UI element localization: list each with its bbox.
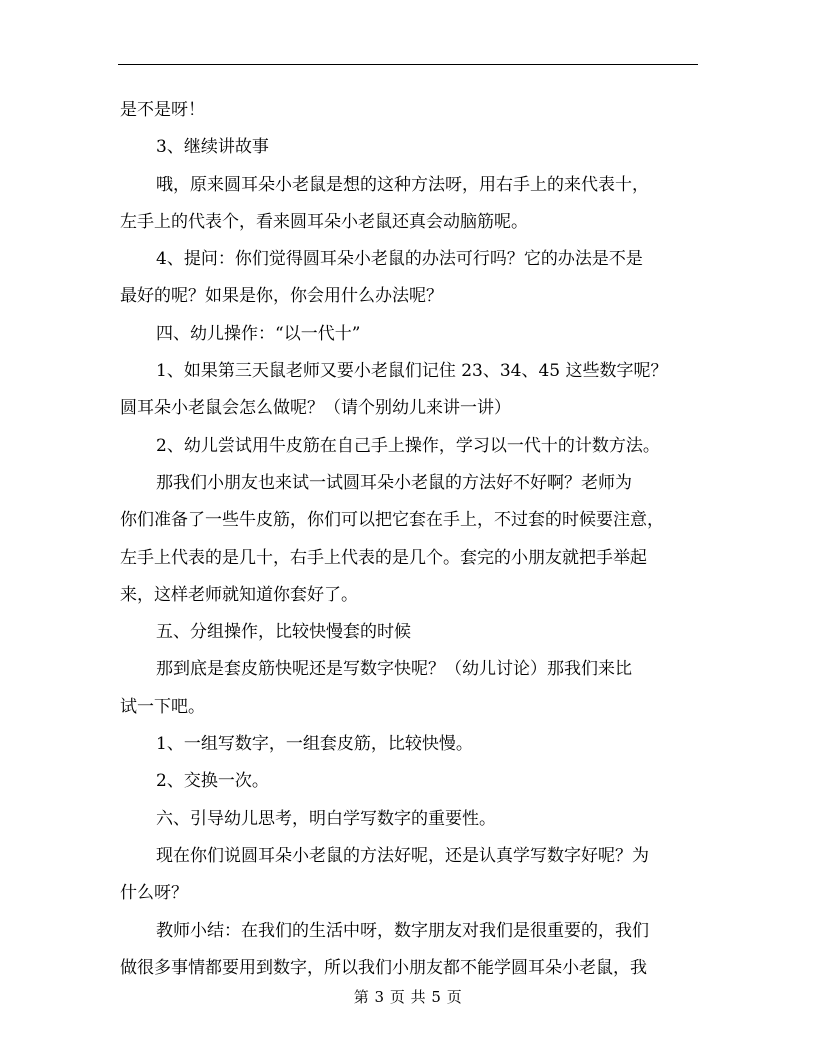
text-line: 最好的呢？如果是你，你会用什么办法呢？ <box>120 286 443 307</box>
text-line: 教师小结：在我们的生活中呀，数字朋友对我们是很重要的，我们 <box>156 920 649 941</box>
document-body <box>120 92 698 987</box>
text-line: 那我们小朋友也来试一试圆耳朵小老鼠的方法好不好啊？老师为 <box>156 472 632 493</box>
text-line: 你们准备了一些牛皮筋，你们可以把它套在手上，不过套的时候要注意， <box>120 510 664 531</box>
text-line: 哦，原来圆耳朵小老鼠是想的这种方法呀，用右手上的来代表十， <box>156 174 649 195</box>
text-line: 圆耳朵小老鼠会怎么做呢？（请个别幼儿来讲一讲） <box>120 398 511 419</box>
section-heading: 六、引导幼儿思考，明白学写数字的重要性。 <box>156 808 496 829</box>
text-line: 做很多事情都要用到数字，所以我们小朋友都不能学圆耳朵小老鼠，我 <box>120 957 647 978</box>
section-heading: 四、幼儿操作：“以一代十” <box>156 323 361 344</box>
section-heading: 五、分组操作，比较快慢套的时候 <box>156 622 411 643</box>
text-line: 试一下吧。 <box>120 696 205 717</box>
section-heading: 3、继续讲故事 <box>156 137 269 158</box>
text-line: 左手上的代表个，看来圆耳朵小老鼠还真会动脑筋呢。 <box>120 211 528 232</box>
text-line: 2、幼儿尝试用牛皮筋在自己手上操作，学习以一代十的计数方法。 <box>156 435 660 456</box>
page-number-footer: 第 3 页 共 5 页 <box>353 988 463 1006</box>
text-line: 什么呀？ <box>120 883 188 904</box>
text-line: 现在你们说圆耳朵小老鼠的方法好呢，还是认真学写数字好呢？为 <box>156 845 649 866</box>
text-line: 4、提问：你们觉得圆耳朵小老鼠的办法可行吗？它的办法是不是 <box>156 249 643 270</box>
text-line: 1、如果第三天鼠老师又要小老鼠们记住 23、34、45 这些数字呢？ <box>156 361 668 382</box>
header-rule <box>118 64 698 65</box>
text-line: 2、交换一次。 <box>156 771 269 792</box>
text-line: 是不是呀！ <box>120 100 205 120</box>
text-line: 左手上代表的是几十，右手上代表的是几个。套完的小朋友就把手举起 <box>120 547 647 568</box>
text-line: 那到底是套皮筋快呢还是写数字快呢？（幼儿讨论）那我们来比 <box>156 659 632 680</box>
text-line: 1、一组写数字，一组套皮筋，比较快慢。 <box>156 734 473 755</box>
text-line: 来，这样老师就知道你套好了。 <box>120 584 358 605</box>
